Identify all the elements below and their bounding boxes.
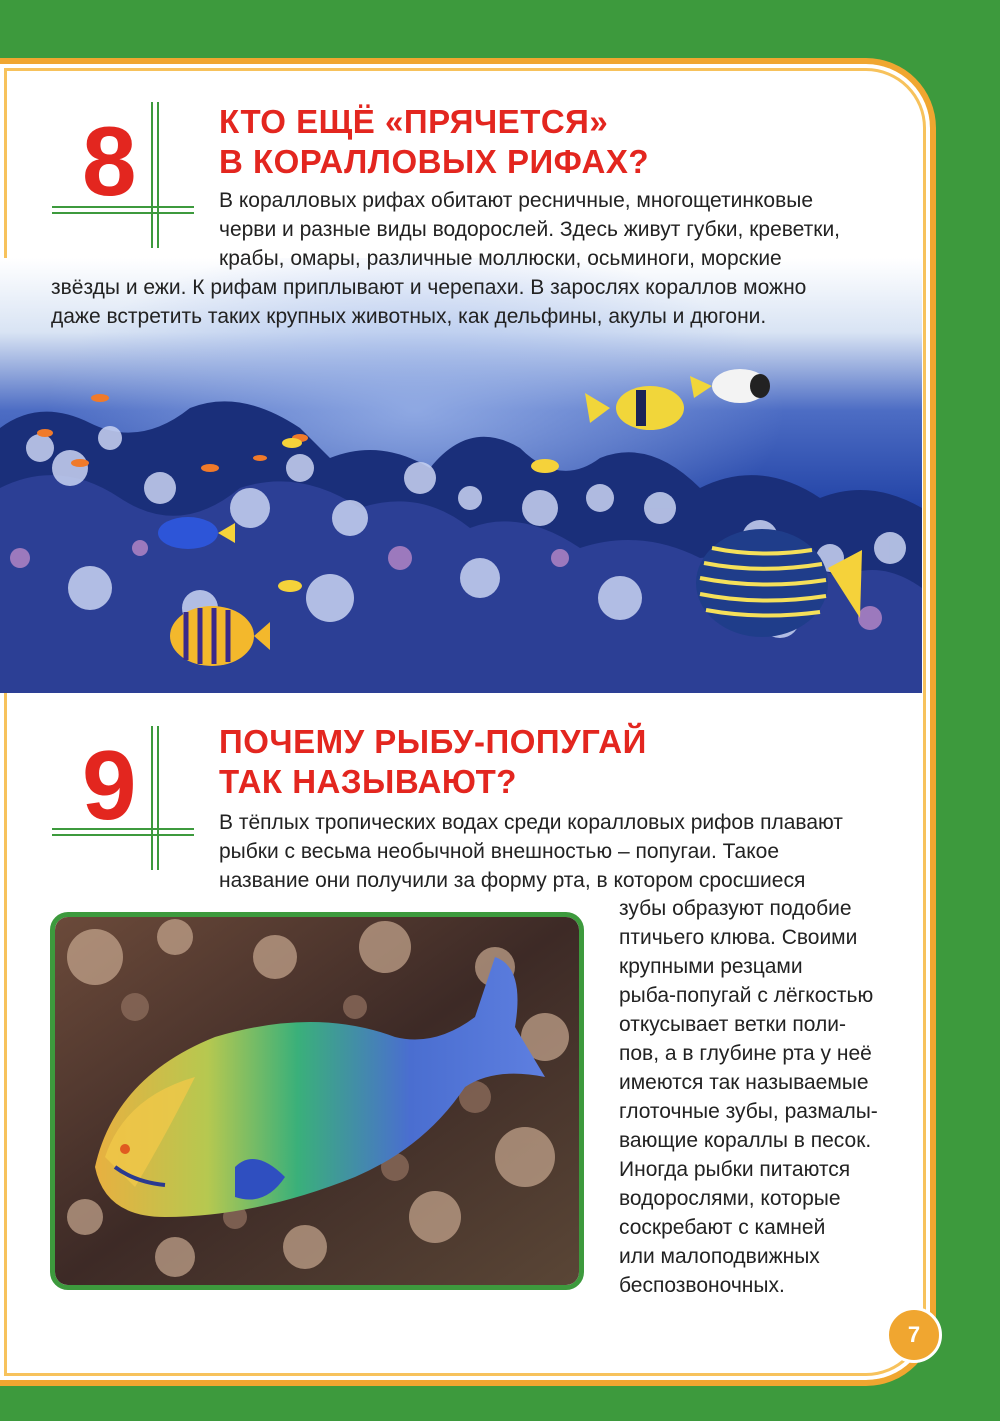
section-9-side-line-3: крупными резцами	[619, 955, 803, 978]
section-9-paragraph-top	[219, 808, 843, 895]
section-8-paragraph-top	[219, 186, 840, 273]
section-9-side-line-14: беспозвоночных.	[619, 1274, 785, 1297]
section-8-title-line2: В КОРАЛЛОВЫХ РИФАХ?	[219, 143, 650, 180]
section-9-title	[219, 722, 647, 802]
section-9-side-line-9: вающие кораллы в песок.	[619, 1129, 872, 1152]
section-9-line-1: В тёплых тропических водах среди коралловых рифов плавают	[219, 811, 843, 834]
section-9-side-line-6: пов, а в глубине рта у неё	[619, 1042, 872, 1065]
section-8-line-4: звёзды и ежи. К рифам приплывают и черепахи. В зарослях кораллов можно	[51, 276, 807, 299]
section-8-line-5: даже встретить таких крупных животных, как дельфины, акулы и дюгони.	[51, 305, 767, 328]
section-9-side-line-8: глоточные зубы, размалы-	[619, 1100, 878, 1123]
section-9-side-line-2: птичьего клюва. Своими	[619, 926, 858, 949]
section-9-side-line-1: зубы образуют подобие	[619, 897, 852, 920]
divider-vertical-9	[151, 726, 159, 870]
section-9-side-line-10: Иногда рыбки питаются	[619, 1158, 851, 1181]
parrotfish-photo	[50, 912, 584, 1290]
section-9-side-line-7: имеются так называемые	[619, 1071, 869, 1094]
section-9-side-line-13: или малоподвижных	[619, 1245, 820, 1268]
section-9-paragraph-side	[619, 894, 878, 1300]
section-8-title-line1: КТО ЕЩЁ «ПРЯЧЕТСЯ»	[219, 103, 609, 140]
section-8-line-3: крабы, омары, различные моллюски, осьминоги, морские	[219, 247, 782, 270]
section-8-line-2: черви и разные виды водорослей. Здесь живут губки, креветки,	[219, 218, 841, 241]
section-9-side-line-11: водорослями, которые	[619, 1187, 841, 1210]
section-9-side-line-4: рыба-попугай с лёгкостью	[619, 984, 874, 1007]
section-8-paragraph-bottom	[51, 273, 806, 331]
section-8-number: 8	[82, 106, 137, 216]
section-9-side-line-5: откусывает ветки поли-	[619, 1013, 846, 1036]
divider-horizontal-9	[52, 828, 194, 836]
page-number: 7	[886, 1307, 942, 1363]
section-8-title	[219, 102, 649, 182]
section-9-title-line2: ТАК НАЗЫВАЮТ?	[219, 763, 517, 800]
divider-vertical-8	[151, 102, 159, 248]
section-9-line-2: рыбки с весьма необычной внешностью – попугаи. Такое	[219, 840, 779, 863]
section-9-number: 9	[82, 730, 137, 840]
divider-horizontal-8	[52, 206, 194, 214]
section-9-line-3: название они получили за форму рта, в котором сросшиеся	[219, 869, 806, 892]
section-9-side-line-12: соскребают с камней	[619, 1216, 826, 1239]
section-9-title-line1: ПОЧЕМУ РЫБУ-ПОПУГАЙ	[219, 723, 647, 760]
section-8-line-1: В коралловых рифах обитают ресничные, многощетинковые	[219, 189, 814, 212]
